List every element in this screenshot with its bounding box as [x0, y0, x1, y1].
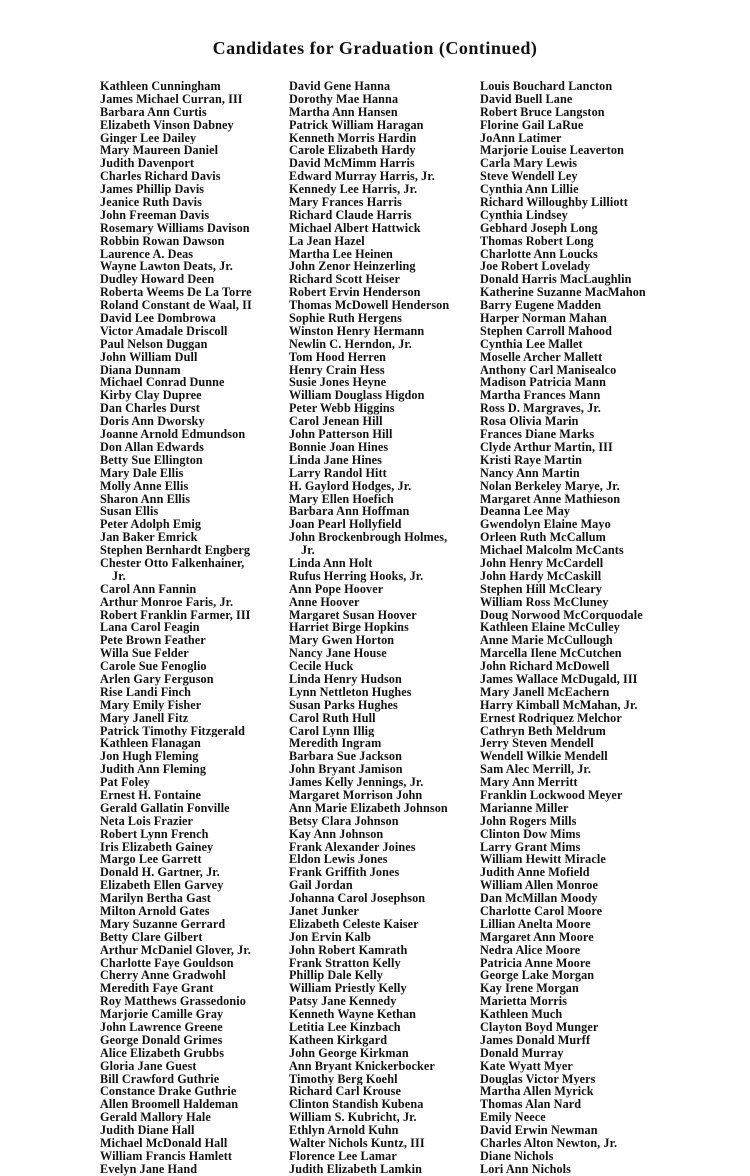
- candidate-name: Thomas Alan Nard: [480, 1098, 582, 1112]
- candidate-name: Harriet Birge Hopkins: [289, 621, 409, 635]
- candidate-name: Thomas McDowell Henderson: [289, 299, 450, 313]
- candidate-name: Margo Lee Garrett: [100, 853, 202, 867]
- candidate-name: Kenneth Wayne Kethan: [289, 1008, 417, 1022]
- candidate-name: Robert Bruce Langston: [480, 105, 605, 119]
- candidate-name: Janet Junker: [289, 905, 359, 918]
- candidate-name: Frank Alexander Joines: [289, 840, 416, 854]
- candidate-name: Gwendolyn Elaine Mayo: [480, 518, 611, 532]
- candidate-name: Chester Otto Falkenhainer,: [100, 556, 245, 570]
- candidate-name: Frank Stratton Kelly: [289, 956, 401, 970]
- candidate-name: Richard Willoughby Lilliott: [480, 196, 628, 209]
- candidate-name: Kathleen Much: [480, 1008, 563, 1022]
- candidate-name: Lori Ann Nichols: [480, 1162, 571, 1176]
- candidate-name: Patrick William Haragan: [289, 118, 424, 132]
- candidate-name: William Allen Monroe: [480, 879, 599, 893]
- candidate-name: Thomas Robert Long: [480, 234, 594, 248]
- candidate-name: Florine Gail LaRue: [480, 118, 584, 132]
- candidate-name: Mary Ann Merritt: [480, 776, 578, 789]
- candidate-name: Mary Janell McEachern: [480, 685, 610, 699]
- candidate-name: Louis Bouchard Lancton: [480, 80, 613, 93]
- candidate-name: Clinton Dow Mims: [480, 827, 581, 841]
- candidate-name: Alice Elizabeth Grubbs: [100, 1046, 225, 1060]
- candidate-name: Barbara Sue Jackson: [289, 750, 402, 764]
- candidate-name: Jon Hugh Fleming: [100, 750, 199, 764]
- candidate-name: Kathleen Elaine McCulley: [480, 621, 620, 635]
- candidate-name: Judith Diane Hall: [100, 1124, 195, 1138]
- candidate-name: Letitia Lee Kinzbach: [289, 1021, 401, 1034]
- candidate-name: Rufus Herring Hooks, Jr.: [289, 569, 424, 583]
- candidate-name: Linda Jane Hines: [289, 453, 383, 467]
- candidate-name: Marietta Morris: [480, 995, 568, 1009]
- candidate-name: Barry Eugene Madden: [480, 299, 602, 313]
- candidate-name: Nancy Jane House: [289, 647, 387, 661]
- candidate-name: David Buell Lane: [480, 92, 573, 106]
- candidate-name: Arthur Monroe Faris, Jr.: [100, 595, 234, 609]
- candidate-name: Bonnie Joan Hines: [289, 440, 389, 454]
- candidate-name: Frances Diane Marks: [480, 428, 595, 441]
- candidate-name: John Freeman Davis: [100, 208, 210, 222]
- names-column-3: [480, 80, 646, 1176]
- candidate-name: Katheen Kirkgard: [289, 1033, 388, 1047]
- candidate-name: Emily Neece: [480, 1111, 546, 1125]
- candidate-name: Judith Davenport: [100, 157, 195, 171]
- candidate-name: Jeanice Ruth Davis: [100, 196, 203, 209]
- candidate-name: Dorothy Mae Hanna: [289, 92, 399, 106]
- candidate-name: Marilyn Bertha Gast: [100, 892, 211, 905]
- candidate-name: Margaret Ann Moore: [480, 930, 594, 944]
- candidate-name: Doris Ann Dworsky: [100, 415, 205, 429]
- candidate-name: Arthur McDaniel Glover, Jr.: [100, 943, 251, 957]
- candidate-name: James Wallace McDugald, III: [480, 672, 638, 686]
- candidate-name: Meredith Faye Grant: [100, 982, 214, 996]
- candidate-name: Tom Hood Herren: [289, 350, 386, 364]
- candidate-name: Mary Ellen Hoefich: [289, 492, 394, 506]
- candidate-name: Betty Clare Gilbert: [100, 930, 203, 944]
- candidate-name: Roland Constant de Waal, II: [100, 299, 252, 313]
- candidate-name: John Patterson Hill: [289, 428, 393, 441]
- candidate-name: Charles Richard Davis: [100, 170, 221, 184]
- candidate-name: Rosa Olivia Marin: [480, 415, 579, 429]
- candidate-name: Patrick Timothy Fitzgerald: [100, 724, 245, 738]
- candidate-name: Kirby Clay Dupree: [100, 389, 202, 403]
- candidate-name: Betsy Clara Johnson: [289, 814, 399, 828]
- candidate-name: Nancy Ann Martin: [480, 466, 580, 480]
- candidate-name: Johanna Carol Josephson: [289, 892, 426, 905]
- candidate-name: Willa Sue Felder: [100, 647, 189, 661]
- candidate-name: Cynthia Lindsey: [480, 208, 568, 222]
- candidate-name: James Kelly Jennings, Jr.: [289, 776, 424, 789]
- candidate-name: David McMimm Harris: [289, 157, 415, 171]
- candidate-name: Cathryn Beth Meldrum: [480, 724, 606, 738]
- candidate-name: Roberta Weems De La Torre: [100, 286, 252, 300]
- candidate-name: Edward Murray Harris, Jr.: [289, 170, 435, 184]
- candidate-name: James Michael Curran, III: [100, 92, 243, 106]
- candidate-name: Robbin Rowan Dawson: [100, 234, 225, 248]
- candidate-name: Kay Ann Johnson: [289, 827, 384, 841]
- candidate-name: Richard Scott Heiser: [289, 273, 400, 287]
- candidate-name: Kate Wyatt Myer: [480, 1059, 573, 1073]
- candidate-name: Judith Elizabeth Lamkin: [289, 1162, 423, 1176]
- candidate-name: Jr.: [301, 544, 315, 557]
- candidate-name: David Gene Hanna: [289, 80, 391, 93]
- candidate-name: William Francis Hamlett: [100, 1149, 233, 1163]
- candidate-name: Betty Sue Ellington: [100, 453, 203, 467]
- candidate-name: Phillip Dale Kelly: [289, 969, 383, 983]
- candidate-name: Elizabeth Ellen Garvey: [100, 879, 224, 893]
- candidate-name: William Hewitt Miracle: [480, 853, 606, 867]
- candidate-name: Walter Nichols Kuntz, III: [289, 1137, 425, 1150]
- candidate-name: John Brockenbrough Holmes,: [289, 531, 448, 545]
- candidate-name: Anne Marie McCullough: [480, 634, 613, 648]
- candidate-name: Kenneth Morris Hardin: [289, 131, 417, 145]
- candidate-name: Orleen Ruth McCallum: [480, 531, 606, 545]
- candidate-name: Robert Ervin Henderson: [289, 286, 421, 300]
- candidate-name: John Richard McDowell: [480, 660, 610, 673]
- candidate-name: Donald Harris MacLaughlin: [480, 273, 632, 287]
- candidate-name: Martha Lee Heinen: [289, 247, 393, 261]
- candidate-name: Constance Drake Guthrie: [100, 1085, 237, 1099]
- candidate-name: Joan Pearl Hollyfield: [289, 518, 402, 532]
- candidate-name: John George Kirkman: [289, 1046, 409, 1060]
- candidate-name: Victor Amadale Driscoll: [100, 324, 228, 338]
- candidate-name: Kay Irene Morgan: [480, 982, 579, 996]
- candidate-name: Cecile Huck: [289, 660, 354, 673]
- candidate-name: JoAnn Latimer: [480, 131, 562, 145]
- candidate-name: Susan Parks Hughes: [289, 698, 398, 712]
- candidate-name: Ernest H. Fontaine: [100, 788, 201, 802]
- page-title: Candidates for Graduation (Continued): [212, 38, 538, 58]
- candidate-name: Patsy Jane Kennedy: [289, 995, 397, 1009]
- candidate-name: Mary Gwen Horton: [289, 634, 395, 648]
- candidate-name: Michael McDonald Hall: [100, 1137, 228, 1150]
- candidate-name: Cherry Anne Gradwohl: [100, 969, 226, 983]
- candidate-name: Nedra Alice Moore: [480, 943, 581, 957]
- candidate-name: Madison Patricia Mann: [480, 376, 607, 390]
- candidate-name: Peter Adolph Emig: [100, 518, 202, 532]
- candidate-name: Stephen Bernhardt Engberg: [100, 544, 251, 557]
- candidate-name: Lana Carol Feagin: [100, 621, 200, 635]
- candidate-name: John Robert Kamrath: [289, 943, 408, 957]
- names-column-1: [100, 80, 252, 1176]
- candidate-name: Margaret Anne Mathieson: [480, 492, 621, 506]
- candidate-name: Michael Malcolm McCants: [480, 544, 624, 557]
- candidate-name: Kennedy Lee Harris, Jr.: [289, 183, 418, 197]
- candidate-name: Wendell Wilkie Mendell: [480, 750, 608, 764]
- candidate-name: Diane Nichols: [480, 1149, 554, 1163]
- candidate-name: Charlotte Carol Moore: [480, 905, 603, 918]
- candidate-name: William Douglass Higdon: [289, 389, 425, 403]
- candidate-name: Rise Landi Finch: [100, 685, 191, 699]
- candidate-name: Judith Ann Fleming: [100, 763, 207, 777]
- candidate-name: Richard Carl Krouse: [289, 1085, 402, 1099]
- candidate-name: Barbara Ann Curtis: [100, 105, 207, 119]
- candidate-name: H. Gaylord Hodges, Jr.: [289, 479, 412, 493]
- candidate-name: Paul Nelson Duggan: [100, 337, 208, 351]
- candidate-name: Larry Randol Hitt: [289, 466, 387, 480]
- candidate-name: Timothy Berg Koehl: [289, 1072, 398, 1086]
- candidate-name: Carol Lynn Illig: [289, 724, 375, 738]
- candidate-name: Henry Crain Hess: [289, 363, 385, 377]
- candidate-name: James Donald Murff: [480, 1033, 591, 1047]
- candidate-name: Sharon Ann Ellis: [100, 492, 191, 506]
- candidate-name: Martha Allen Myrick: [480, 1085, 594, 1099]
- candidate-name: William Ross McCluney: [480, 595, 609, 609]
- candidate-name: Ginger Lee Dailey: [100, 131, 197, 145]
- candidate-name: Iris Elizabeth Gainey: [100, 840, 214, 854]
- candidate-name: Gerald Mallory Hale: [100, 1111, 211, 1125]
- candidate-name: Joe Robert Lovelady: [480, 260, 591, 274]
- candidate-name: Gail Jordan: [289, 879, 353, 893]
- candidate-name: Larry Grant Mims: [480, 840, 581, 854]
- candidate-name: James Phillip Davis: [100, 183, 205, 197]
- candidate-name: Susie Jones Heyne: [289, 376, 387, 390]
- candidate-name: Florence Lee Lamar: [289, 1149, 397, 1163]
- candidate-name: John Bryant Jamison: [289, 763, 403, 777]
- candidate-name: Richard Claude Harris: [289, 208, 412, 222]
- candidate-name: Mary Janell Fitz: [100, 711, 189, 725]
- candidate-name: Patricia Anne Moore: [480, 956, 591, 970]
- candidate-name: Douglas Victor Myers: [480, 1072, 596, 1086]
- candidate-name: Carol Ann Fannin: [100, 582, 197, 596]
- candidate-name: Winston Henry Hermann: [289, 324, 425, 338]
- candidate-name: Harry Kimball McMahan, Jr.: [480, 698, 638, 712]
- candidate-name: John Rogers Mills: [480, 814, 577, 828]
- candidate-name: John Hardy McCaskill: [480, 569, 602, 583]
- candidate-name: George Lake Morgan: [480, 969, 595, 983]
- candidate-name: Michael Conrad Dunne: [100, 376, 225, 390]
- candidate-name: Frank Griffith Jones: [289, 866, 400, 880]
- candidate-name: Marjorie Camille Gray: [100, 1008, 224, 1022]
- candidate-name: Carole Elizabeth Hardy: [289, 144, 416, 158]
- candidate-name: Lillian Anelta Moore: [480, 917, 591, 931]
- candidate-name: Gebhard Joseph Long: [480, 221, 598, 235]
- candidate-name: Pete Brown Feather: [100, 634, 206, 648]
- candidate-name: Eldon Lewis Jones: [289, 853, 388, 867]
- candidate-name: Charles Alton Newton, Jr.: [480, 1137, 618, 1150]
- candidate-name: Marcella Ilene McCutchen: [480, 647, 622, 661]
- candidate-name: George Donald Grimes: [100, 1033, 223, 1047]
- candidate-name: Carol Jenean Hill: [289, 415, 383, 429]
- candidate-name: Ethlyn Arnold Kuhn: [289, 1124, 399, 1138]
- candidate-name: Marianne Miller: [480, 801, 569, 815]
- candidate-name: Newlin C. Herndon, Jr.: [289, 337, 412, 351]
- candidate-name: Linda Henry Hudson: [289, 672, 402, 686]
- candidate-name: Stephen Hill McCleary: [480, 582, 602, 596]
- candidate-name: Jon Ervin Kalb: [289, 930, 371, 944]
- candidate-name: Charlotte Ann Loucks: [480, 247, 598, 261]
- candidate-name: Pat Foley: [100, 776, 150, 789]
- candidate-name: Joanne Arnold Edmundson: [100, 428, 246, 441]
- candidate-name: Ernest Rodriquez Melchor: [480, 711, 622, 725]
- candidate-name: Peter Webb Higgins: [289, 402, 395, 416]
- candidate-name: Nolan Berkeley Marye, Jr.: [480, 479, 620, 493]
- candidate-name: Mary Dale Ellis: [100, 466, 184, 480]
- candidate-name: Katherine Suzanne MacMahon: [480, 286, 646, 300]
- candidate-name: John Henry McCardell: [480, 556, 604, 570]
- candidate-name: Dan Charles Durst: [100, 402, 200, 416]
- candidate-name: Clyde Arthur Martin, III: [480, 440, 613, 454]
- candidate-name: Wayne Lawton Deats, Jr.: [100, 260, 233, 274]
- candidate-name: Jr.: [112, 569, 126, 583]
- candidate-name: Harper Norman Mahan: [480, 312, 607, 325]
- candidate-name: Judith Anne Mofield: [480, 866, 590, 880]
- candidate-name: Charlotte Faye Gouldson: [100, 956, 234, 970]
- candidate-name: Ann Marie Elizabeth Johnson: [289, 801, 448, 815]
- candidate-name: Donald Murray: [480, 1046, 564, 1060]
- candidate-name: Bill Crawford Guthrie: [100, 1072, 220, 1086]
- candidate-name: Cynthia Ann Lillie: [480, 183, 579, 197]
- candidate-name: Franklin Lockwood Meyer: [480, 788, 623, 802]
- candidate-name: Ross D. Margraves, Jr.: [480, 402, 601, 416]
- candidate-name: Lynn Nettleton Hughes: [289, 685, 412, 699]
- candidate-name: Sam Alec Merrill, Jr.: [480, 763, 591, 777]
- candidate-name: Michael Albert Hattwick: [289, 221, 421, 235]
- candidate-name: Barbara Ann Hoffman: [289, 505, 410, 519]
- candidate-name: John William Dull: [100, 350, 198, 364]
- candidate-name: Anthony Carl Manisealco: [480, 363, 617, 377]
- candidate-name: Sophie Ruth Hergens: [289, 312, 402, 325]
- candidate-name: John Zenor Heinzerling: [289, 260, 416, 274]
- candidate-name: Susan Ellis: [100, 505, 159, 519]
- candidate-name: Elizabeth Celeste Kaiser: [289, 917, 419, 931]
- candidate-name: Evelyn Jane Hand: [100, 1162, 198, 1176]
- candidate-name: Mary Frances Harris: [289, 196, 402, 209]
- candidate-name: David Lee Dombrowa: [100, 312, 216, 325]
- candidate-name: Carol Ruth Hull: [289, 711, 376, 725]
- candidate-name: Anne Hoover: [289, 595, 360, 609]
- candidate-name: Steve Wendell Ley: [480, 170, 578, 184]
- candidate-name: Molly Anne Ellis: [100, 479, 189, 493]
- candidate-name: Mary Maureen Daniel: [100, 144, 219, 158]
- candidate-name: Deanna Lee May: [480, 505, 571, 519]
- candidate-name: John Lawrence Greene: [100, 1021, 223, 1034]
- candidate-name: Robert Franklin Farmer, III: [100, 608, 251, 622]
- candidate-name: Ann Pope Hoover: [289, 582, 384, 596]
- candidate-name: Cynthia Lee Mallet: [480, 337, 583, 351]
- candidate-name: Margaret Susan Hoover: [289, 608, 417, 622]
- candidate-name: Elizabeth Vinson Dabney: [100, 118, 234, 132]
- candidate-name: Roy Matthews Grassedonio: [100, 995, 246, 1009]
- candidate-name: Ann Bryant Knickerbocker: [289, 1059, 435, 1073]
- candidate-name: Mary Emily Fisher: [100, 698, 202, 712]
- candidate-name: Don Allan Edwards: [100, 440, 204, 454]
- candidate-name: Robert Lynn French: [100, 827, 209, 841]
- names-column-2: [289, 80, 449, 1176]
- candidate-name: Dudley Howard Deen: [100, 273, 215, 287]
- candidate-name: Meredith Ingram: [289, 737, 382, 751]
- candidate-name: Diana Dunnam: [100, 363, 181, 377]
- candidate-name: Dan McMillan Moody: [480, 892, 598, 905]
- candidate-name: Martha Ann Hansen: [289, 105, 398, 119]
- candidate-name: Linda Ann Holt: [289, 556, 373, 570]
- candidate-name: Stephen Carroll Mahood: [480, 324, 612, 338]
- candidate-name: Kathleen Flanagan: [100, 737, 201, 751]
- candidate-name: Kathleen Cunningham: [100, 80, 221, 93]
- candidate-name: Carole Sue Fenoglio: [100, 660, 207, 673]
- candidate-name: William Priestly Kelly: [289, 982, 407, 996]
- candidate-name: Jerry Steven Mendell: [480, 737, 594, 751]
- candidate-name: Kristi Raye Martin: [480, 453, 582, 467]
- candidate-name: Laurence A. Deas: [100, 247, 194, 261]
- candidate-name: Donald H. Gartner, Jr.: [100, 866, 220, 880]
- candidate-name: William S. Kubricht, Jr.: [289, 1111, 417, 1125]
- candidate-name: Clinton Standish Kubena: [289, 1098, 424, 1112]
- candidate-name: Moselle Archer Mallett: [480, 350, 603, 364]
- candidate-name: Milton Arnold Gates: [100, 905, 210, 918]
- candidate-name: Mary Suzanne Gerrard: [100, 917, 226, 931]
- candidate-name: Carla Mary Lewis: [480, 157, 578, 171]
- candidate-name: Marjorie Louise Leaverton: [480, 144, 624, 158]
- candidate-name: La Jean Hazel: [289, 234, 365, 248]
- candidate-name: Rosemary Williams Davison: [100, 221, 250, 235]
- candidate-name: Clayton Boyd Munger: [480, 1021, 599, 1034]
- candidate-name: Doug Norwood McCorquodale: [480, 608, 643, 622]
- candidate-name: Allen Broomell Haldeman: [100, 1098, 239, 1112]
- candidate-name: Martha Frances Mann: [480, 389, 601, 403]
- candidate-name: David Erwin Newman: [480, 1124, 598, 1138]
- candidate-name: Jan Baker Emrick: [100, 531, 198, 545]
- candidate-name: Neta Lois Frazier: [100, 814, 194, 828]
- candidate-name: Arlen Gary Ferguson: [100, 672, 214, 686]
- candidate-name: Margaret Morrison John: [289, 788, 423, 802]
- candidate-name: Gerald Gallatin Fonville: [100, 801, 230, 815]
- candidate-name: Gloria Jane Guest: [100, 1059, 197, 1073]
